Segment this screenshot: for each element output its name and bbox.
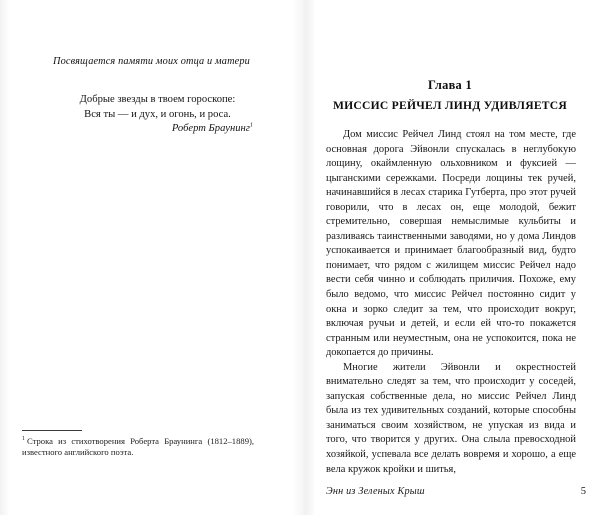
right-page [300,0,600,515]
epigraph-block [60,93,255,137]
paragraph: Многие жители Эйвонли и окрестностей внимательно следят за тем, что происходит у соседей, запуская собственные дела, но миссис Рейчел Линд была из тех удивительных созданий, которые способны заниматься своим хозяйством, не упуская из вида и того, что творится у других. Она слыла превосходной хозяйкой, успевала все делать вовремя и хорошо, а еще вела кружок кройки и шитья, [326,361,576,475]
chapter-label: Глава 1 [428,78,472,92]
footnote-text: Строка из стихотворения Роберта Браунинга (1812–1889), известного английского поэта. [22,436,254,458]
footnote-body [22,436,254,459]
footnote-separator-rule [22,430,82,431]
chapter-title: МИССИС РЕЙЧЕЛ ЛИНД УДИВЛЯЕТСЯ [332,99,568,112]
paragraph: Дом миссис Рейчел Линд стоял на том месте, где основная дорога Эйвонли спускалась в неглубокую лощину, окаймленную ольховником и фуксией — цыганскими сережками. Посреди лощины тек ручей, начинавшийся в лесах старика Гутберта, про этот ручей говорили, что в лесах он, еще молодой, бежит стремительно, совершая немыслимые кульбиты и разливаясь таинственными заводями, но у дома Линдов успокаивается и принимает благообразный вид, будто понимает, что рядом с жилищем миссис Рейчел надо вести себя чинно и соблюдать приличия. Похоже, ему было ведомо, что миссис Рейчел постоянно сидит у окна и зорко следит за тем, что происходит вокруг, включая ручьи и детей, и если ей что-то покажется странным или неуместным, она не успокоится, пока не докопается до причины. [326,129,576,359]
epigraph-line-1: Добрые звезды в твоем гороскопе: [79,94,236,105]
dedication-text: Посвящается памяти моих отца и матери [53,56,250,67]
running-title: Энн из Зеленых Крыш [326,486,425,497]
epigraph-line-2: Вся ты — и дух, и огонь, и роса. [84,108,231,120]
epigraph-attribution [60,122,255,137]
footnote-marker: 1 [22,436,25,443]
footnote-block [22,430,254,459]
page-number: 5 [580,486,586,497]
body-text [326,128,576,477]
page-footer [326,486,586,497]
epigraph-attribution-name: Роберт Браунинг [171,123,250,135]
epigraph-footnote-marker[interactable]: 1 [249,121,253,129]
